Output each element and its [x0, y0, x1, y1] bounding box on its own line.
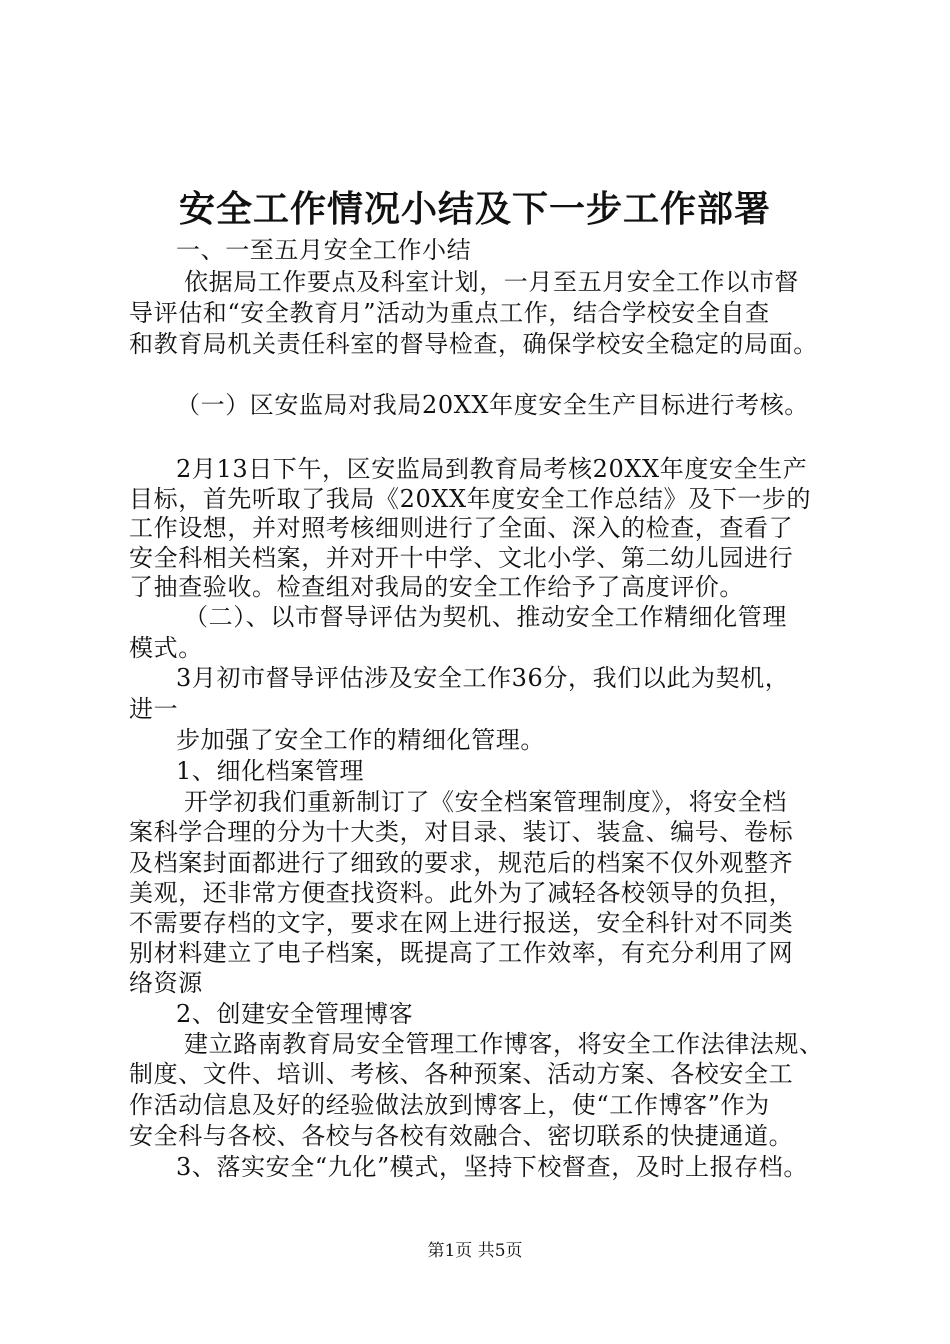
paragraph-line: 3月初市督导评估涉及安全工作36分，我们以此为契机， [176, 664, 790, 692]
paragraph-line: 案科学合理的分为十大类，对目录、装订、装盒、编号、卷标 [129, 818, 794, 846]
item-heading-2: 2、创建安全管理博客 [176, 1000, 414, 1028]
subsection-heading-1: （一）区安监局对我局20XX年度安全生产目标进行考核。 [176, 391, 809, 419]
paragraph-line: 开学初我们重新制订了《安全档案管理制度》，将安全档 [184, 788, 787, 816]
paragraph-line: 工作设想，并对照考核细则进行了全面、深入的检查，查看了 [129, 514, 794, 542]
subsection-heading-2: （二）、以市督导评估为契机、推动安全工作精细化管理 [184, 603, 787, 631]
paragraph-line: 安全科与各校、各校与各校有效融合、密切联系的快捷通道。 [129, 1122, 794, 1150]
paragraph-line: 导评估和“安全教育月”活动为重点工作，结合学校安全自查 [129, 299, 770, 327]
document-title: 安全工作情况小结及下一步工作部署 [178, 188, 771, 230]
paragraph-line: 及档案封面都进行了细致的要求，规范后的档案不仅外观整齐 [129, 849, 794, 877]
paragraph-line: 建立路南教育局安全管理工作博客，将安全工作法律法规、 [184, 1030, 824, 1058]
paragraph-line: 不需要存档的文字，要求在网上进行报送，安全科针对不同类 [129, 909, 794, 937]
paragraph-line: 2月13日下午，区安监局到教育局考核20XX年度安全生产 [176, 455, 808, 483]
paragraph-line: 了抽查验收。检查组对我局的安全工作给予了高度评价。 [129, 573, 744, 601]
item-heading-3: 3、落实安全“九化”模式，坚持下校督查，及时上报存档。 [176, 1153, 809, 1181]
paragraph-line: 步加强了安全工作的精细化管理。 [176, 726, 545, 754]
paragraph-line: 络资源 [129, 969, 203, 997]
paragraph-line: 安全科相关档案，并对开十中学、文北小学、第二幼儿园进行 [129, 544, 794, 572]
paragraph-line: 美观，还非常方便查找资料。此外为了减轻各校领导的负担， [129, 879, 794, 907]
paragraph-line: 进一 [129, 695, 179, 723]
paragraph-line: 和教育局机关责任科室的督导检查，确保学校安全稳定的局面。 [129, 330, 818, 358]
item-heading-1: 1、细化档案管理 [176, 757, 365, 785]
paragraph-line: 依据局工作要点及科室计划，一月至五月安全工作以市督 [184, 268, 799, 296]
paragraph-line: 别材料建立了电子档案，既提高了工作效率，有充分利用了网 [129, 939, 794, 967]
page-number-footer: 第1页 共5页 [427, 1241, 523, 1261]
section-heading-1: 一、一至五月安全工作小结 [176, 236, 472, 264]
paragraph-line: 制度、文件、培训、考核、各种预案、活动方案、各校安全工 [129, 1060, 794, 1088]
paragraph-line: 模式。 [129, 634, 203, 662]
paragraph-line: 作活动信息及好的经验做法放到博客上，使“工作博客”作为 [129, 1091, 770, 1119]
paragraph-line: 目标，首先听取了我局《20XX年度安全工作总结》及下一步的 [129, 485, 812, 513]
